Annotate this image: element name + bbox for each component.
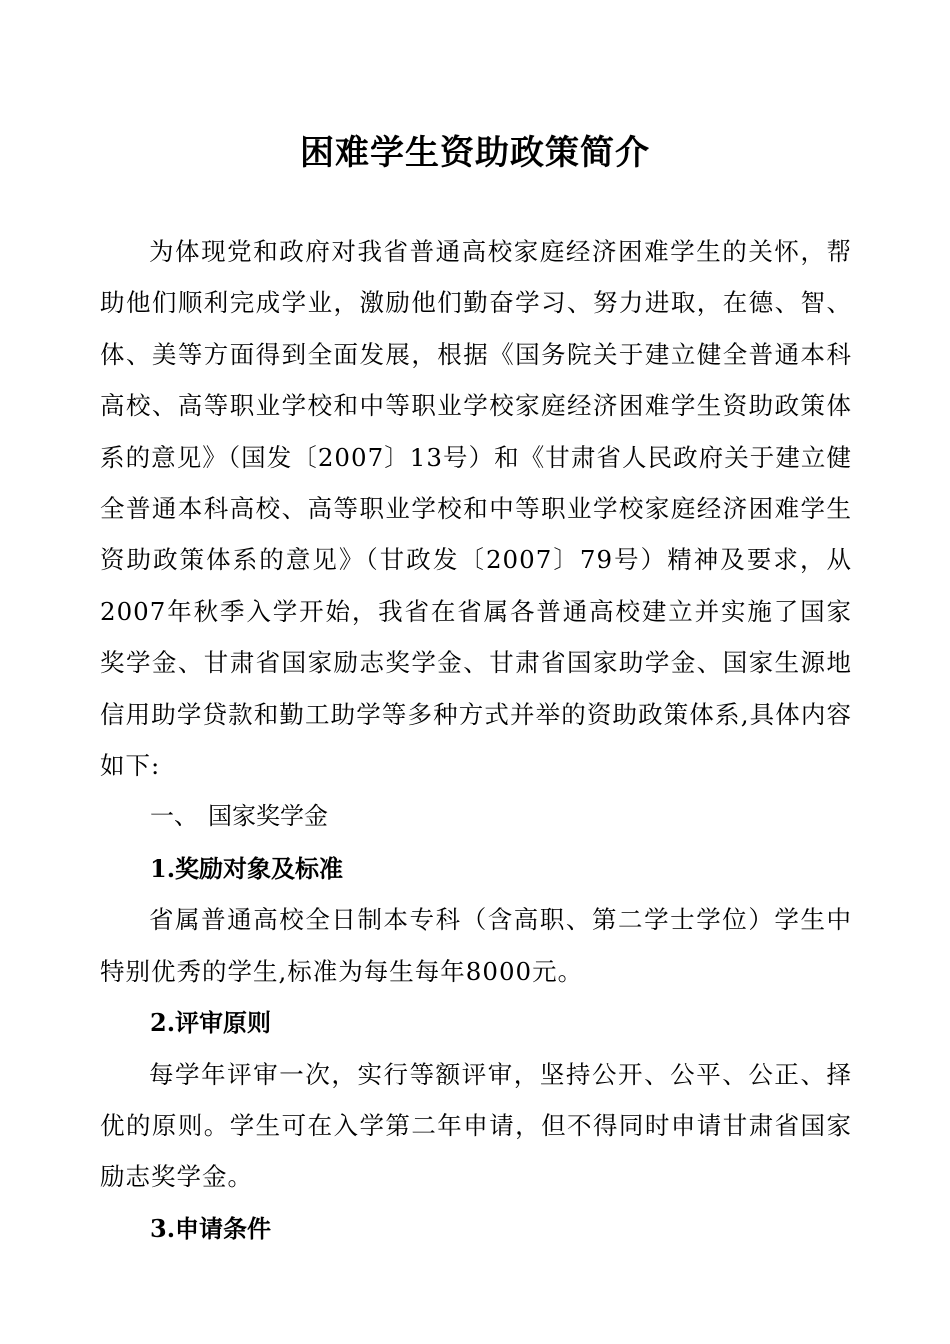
subsection-paragraph-2: 每学年评审一次，实行等额评审，坚持公开、公平、公正、择优的原则。学生可在入学第二年申请，但不得同时申请甘肃省国家励志奖学金。	[100, 1059, 852, 1192]
subsection-heading-1: 1.奖励对象及标准	[150, 853, 344, 883]
section-title: 国家奖学金	[208, 802, 328, 831]
subsection-heading-2: 2.评审原则	[150, 1008, 272, 1038]
subsection-heading-3: 3.申请条件	[150, 1213, 272, 1243]
document-body	[100, 226, 852, 1254]
subsection-paragraph-1: 省属普通高校全日制本专科（含高职、第二学士学位）学生中特别优秀的学生,标准为每生每年8000元。	[100, 905, 852, 986]
intro-paragraph: 为体现党和政府对我省普通高校家庭经济困难学生的关怀，帮助他们顺利完成学业，激励他们勤奋学习、努力进取，在德、智、体、美等方面得到全面发展，根据《国务院关于建立健全普通本科高校、高等职业学校和中等职业学校家庭经济困难学生资助政策体系的意见》（国发〔2007〕13号）和《甘肃省人民政府关于建立健全普通本科高校、高等职业学校和中等职业学校家庭经济困难学生资助政策体系的意见》（甘政发〔2007〕79号）精神及要求，从2007年秋季入学开始，我省在省属各普通高校建立并实施了国家奖学金、甘肃省国家励志奖学金、甘肃省国家助学金、国家生源地信用助学贷款和勤工助学等多种方式并举的资助政策体系,具体内容如下:	[100, 237, 852, 781]
section-number: 一、	[150, 802, 198, 831]
document-title: 困难学生资助政策简介	[300, 133, 650, 173]
section-heading-1	[100, 791, 852, 842]
